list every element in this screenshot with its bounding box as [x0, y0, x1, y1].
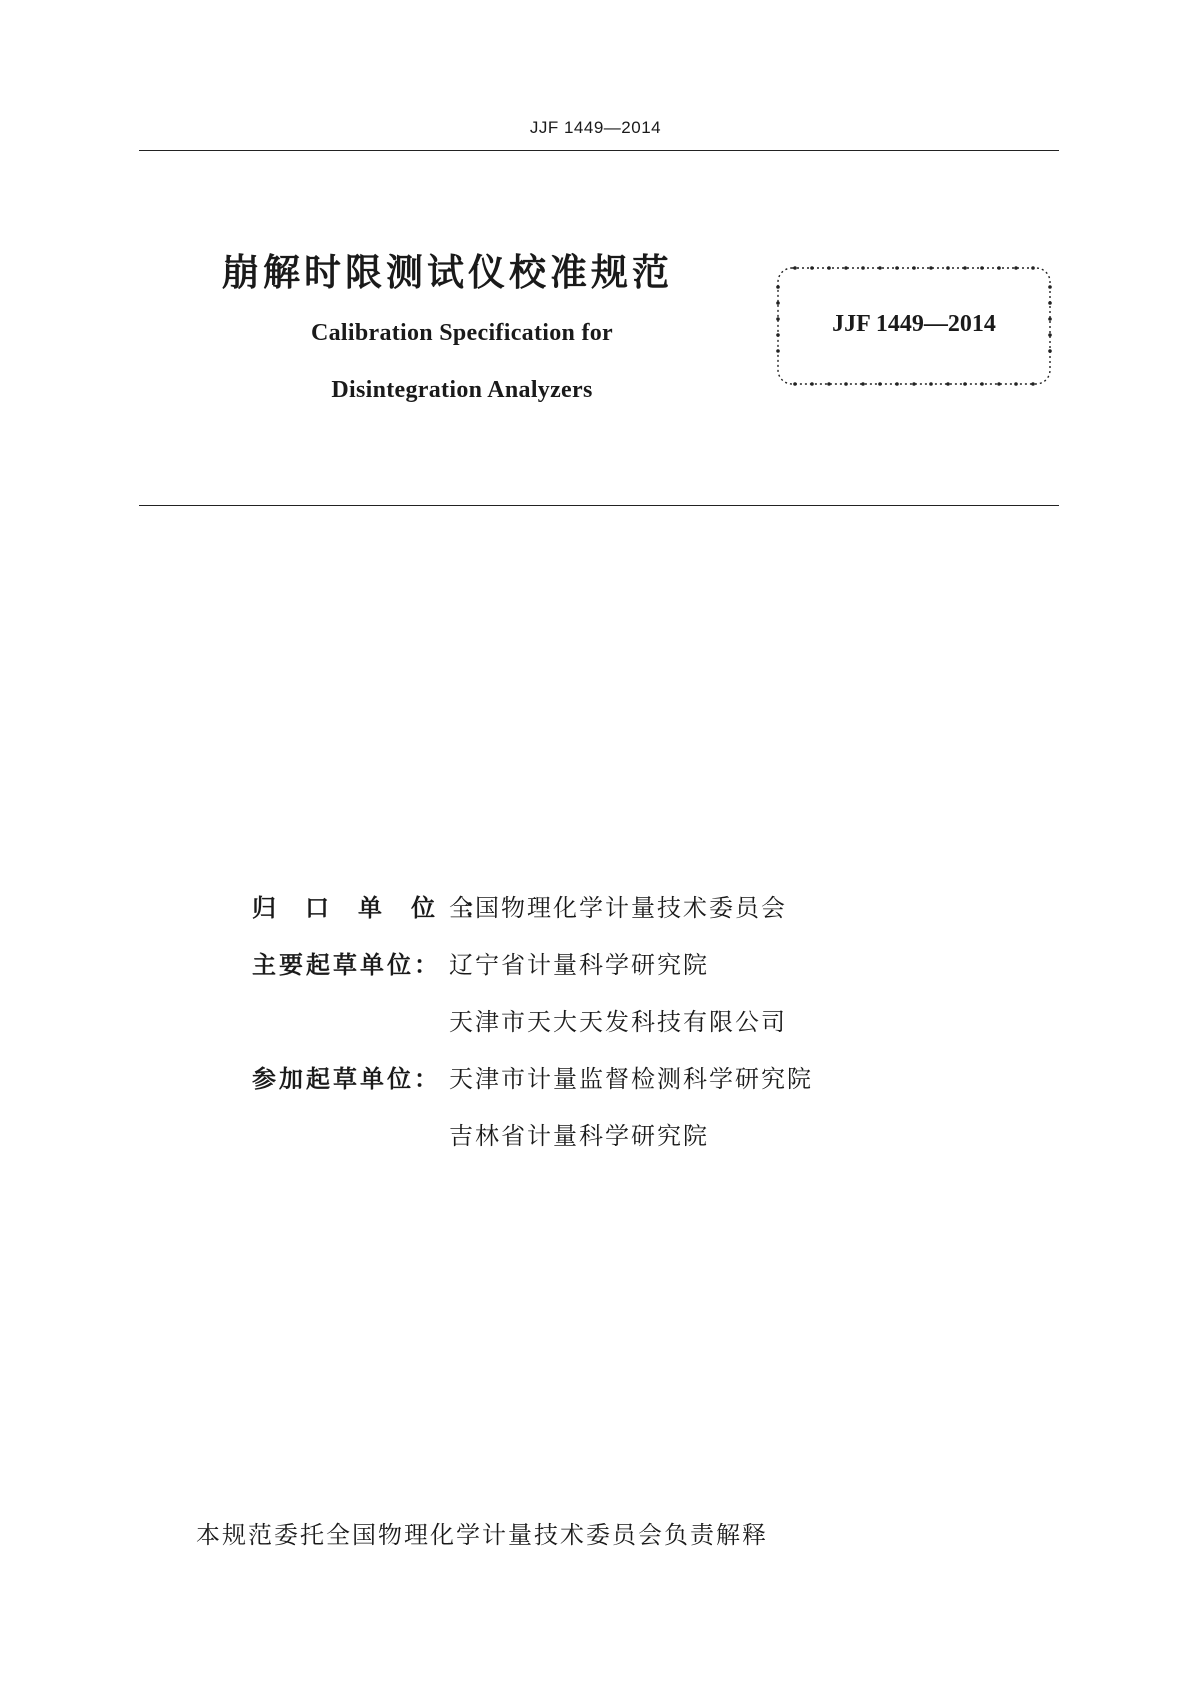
- english-title-line-1: Calibration Specification for: [310, 320, 613, 346]
- border-dot: [912, 382, 916, 386]
- border-dot: [1014, 382, 1018, 386]
- border-dot: [810, 382, 814, 386]
- border-dot: [1048, 349, 1052, 353]
- responsible-unit-value: 全国物理化学计量技术委员会: [449, 894, 787, 922]
- english-title-line-2: Disintegration Analyzers: [331, 377, 593, 403]
- border-dot: [980, 266, 984, 270]
- interpretation-note: 本规范委托全国物理化学计量技术委员会负责解释: [196, 1521, 768, 1549]
- border-dot: [878, 382, 882, 386]
- border-dot: [946, 266, 950, 270]
- border-dot: [844, 266, 848, 270]
- spec-code-box: [775, 265, 1053, 387]
- border-dot: [776, 301, 780, 305]
- border-dot: [827, 266, 831, 270]
- border-dot: [895, 382, 899, 386]
- border-dot: [776, 349, 780, 353]
- border-dot: [1048, 285, 1052, 289]
- border-dot: [827, 382, 831, 386]
- border-dot: [844, 382, 848, 386]
- border-dot: [997, 266, 1001, 270]
- border-dot: [793, 266, 797, 270]
- border-dot: [861, 266, 865, 270]
- border-dot: [895, 266, 899, 270]
- border-dot: [963, 382, 967, 386]
- main-drafting-unit-value: 天津市天大天发科技有限公司: [449, 1008, 787, 1036]
- header-rule: [139, 150, 1059, 151]
- border-dot: [793, 382, 797, 386]
- border-dot: [980, 382, 984, 386]
- border-dot: [1031, 382, 1035, 386]
- main-drafting-unit-value: 辽宁省计量科学研究院: [449, 951, 709, 979]
- participating-drafting-unit-label: 参加起草单位：: [252, 1065, 441, 1093]
- border-dot: [878, 266, 882, 270]
- border-dot: [912, 266, 916, 270]
- participating-drafting-unit-value: 天津市计量监督检测科学研究院: [449, 1065, 813, 1093]
- running-header: JJF 1449—2014: [529, 118, 662, 137]
- spec-code: JJF 1449—2014: [832, 311, 996, 337]
- chinese-title: 崩解时限测试仪校准规范: [222, 251, 673, 294]
- title-block-rule: [139, 505, 1059, 506]
- border-dot: [861, 382, 865, 386]
- border-dot: [946, 382, 950, 386]
- border-dot: [776, 285, 780, 289]
- participating-drafting-unit-value: 吉林省计量科学研究院: [449, 1122, 709, 1150]
- border-dot: [929, 266, 933, 270]
- border-dot: [997, 382, 1001, 386]
- border-dot: [1031, 266, 1035, 270]
- border-dot: [1014, 266, 1018, 270]
- border-dot: [963, 266, 967, 270]
- main-drafting-unit-label: 主要起草单位：: [252, 951, 441, 979]
- border-dot: [810, 266, 814, 270]
- responsible-unit-label: 归口单位：: [252, 894, 517, 922]
- border-dot: [1048, 301, 1052, 305]
- border-dot: [929, 382, 933, 386]
